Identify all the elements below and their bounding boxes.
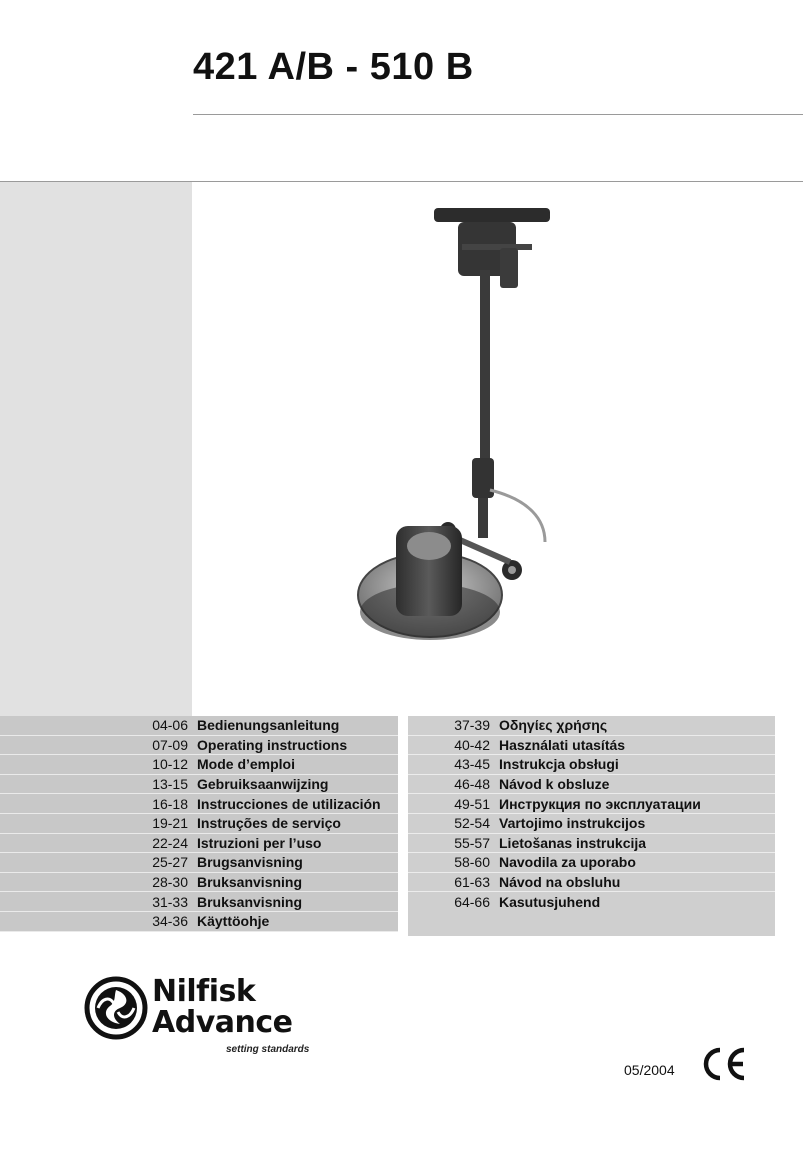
toc-row[interactable] [0, 853, 398, 873]
nilfisk-swirl-icon [84, 976, 148, 1040]
toc-pages: 16-18 [152, 795, 188, 812]
toc-pages: 13-15 [152, 776, 188, 793]
logo-slogan: setting standards [226, 1044, 310, 1055]
toc-language: Instrucciones de utilización [197, 795, 381, 812]
grey-side-panel [0, 182, 192, 716]
toc-row[interactable] [0, 736, 398, 756]
toc-language: Használati utasítás [499, 736, 626, 753]
toc-left-column [0, 716, 398, 932]
toc-pages: 43-45 [454, 756, 490, 773]
toc-row[interactable] [0, 716, 398, 736]
lower-shaft [478, 498, 488, 538]
toc-row[interactable] [0, 892, 398, 912]
publication-date: 05/2004 [624, 1062, 675, 1078]
toc-language: Bedienungsanleitung [197, 717, 340, 734]
toc-row[interactable] [0, 834, 398, 854]
toc-language: Navodila za uporabo [499, 854, 636, 871]
toc-row[interactable] [408, 873, 775, 893]
toc-pages: 04-06 [152, 717, 188, 734]
toc-row[interactable] [408, 775, 775, 795]
ce-mark-icon [700, 1044, 748, 1084]
toc-language: Mode d’emploi [197, 756, 295, 773]
toc-row[interactable] [408, 736, 775, 756]
toc-pages: 07-09 [152, 736, 188, 753]
toc-pages: 52-54 [454, 815, 490, 832]
toc-row[interactable] [408, 892, 775, 912]
toc-language: Käyttöohje [197, 913, 270, 930]
toc-language: Vartojimo instrukcijos [499, 815, 646, 832]
toc-language: Gebruiksaanwijzing [197, 776, 329, 793]
document-title: 421 A/B - 510 B [193, 46, 474, 88]
toc-language: Návod k obsluze [499, 776, 610, 793]
lever [462, 244, 532, 250]
toc-pages: 46-48 [454, 776, 490, 793]
toc-language: Instrukcja obsługi [499, 756, 619, 773]
toc-pages: 37-39 [454, 717, 490, 734]
toc-row[interactable] [0, 873, 398, 893]
toc-pages: 31-33 [152, 893, 188, 910]
toc-row[interactable] [0, 814, 398, 834]
toc-pages: 55-57 [454, 834, 490, 851]
toc-language: Lietošanas instrukcija [499, 834, 647, 851]
toc-pages: 34-36 [152, 913, 188, 930]
toc-language: Инструкция по эксплуатации [499, 795, 701, 812]
toc-row[interactable] [408, 853, 775, 873]
title-rule-top [193, 114, 803, 115]
toc-language: Instruções de serviço [197, 815, 341, 832]
toc-language: Οδηγίες χρήσης [499, 717, 608, 734]
toc-row[interactable] [408, 814, 775, 834]
toc-row[interactable] [0, 794, 398, 814]
toc-pages: 61-63 [454, 874, 490, 891]
toc-pages: 25-27 [152, 854, 188, 871]
nilfisk-advance-logo [84, 972, 324, 1058]
toc-language: Kasutusjuhend [499, 894, 601, 911]
floor-machine-illustration [340, 200, 570, 650]
toc-right-column [408, 716, 775, 936]
toc-language: Operating instructions [197, 736, 348, 753]
toc-language: Bruksanvisning [197, 893, 303, 910]
toc-pages: 10-12 [152, 756, 188, 773]
wheel-right-hub [508, 566, 516, 574]
toc-pages: 22-24 [152, 834, 188, 851]
handle-bar [434, 208, 550, 222]
power-cable [490, 490, 545, 542]
logo-line-1: Nilfisk [152, 974, 256, 1009]
motor-cap [407, 532, 451, 560]
toc-row[interactable] [408, 716, 775, 736]
toc-row[interactable] [0, 775, 398, 795]
toc-row[interactable] [408, 755, 775, 775]
toc-language: Návod na obsluhu [499, 874, 621, 891]
toc-language: Bruksanvisning [197, 874, 303, 891]
toc-row[interactable] [0, 912, 398, 932]
toc-pages: 49-51 [454, 795, 490, 812]
toc-language: Brugsanvisning [197, 854, 303, 871]
toc-pages: 28-30 [152, 874, 188, 891]
toc-row[interactable] [0, 755, 398, 775]
shaft-clamp [472, 458, 494, 498]
logo-line-2: Advance [152, 1005, 293, 1040]
toc-row[interactable] [408, 834, 775, 854]
toc-pages: 40-42 [454, 736, 490, 753]
toc-language: Istruzioni per l’uso [197, 834, 322, 851]
switch-housing [500, 248, 518, 288]
toc-pages: 19-21 [152, 815, 188, 832]
toc-pages: 64-66 [454, 894, 490, 911]
toc-pages: 58-60 [454, 854, 490, 871]
shaft [480, 270, 490, 460]
toc-row[interactable] [408, 794, 775, 814]
